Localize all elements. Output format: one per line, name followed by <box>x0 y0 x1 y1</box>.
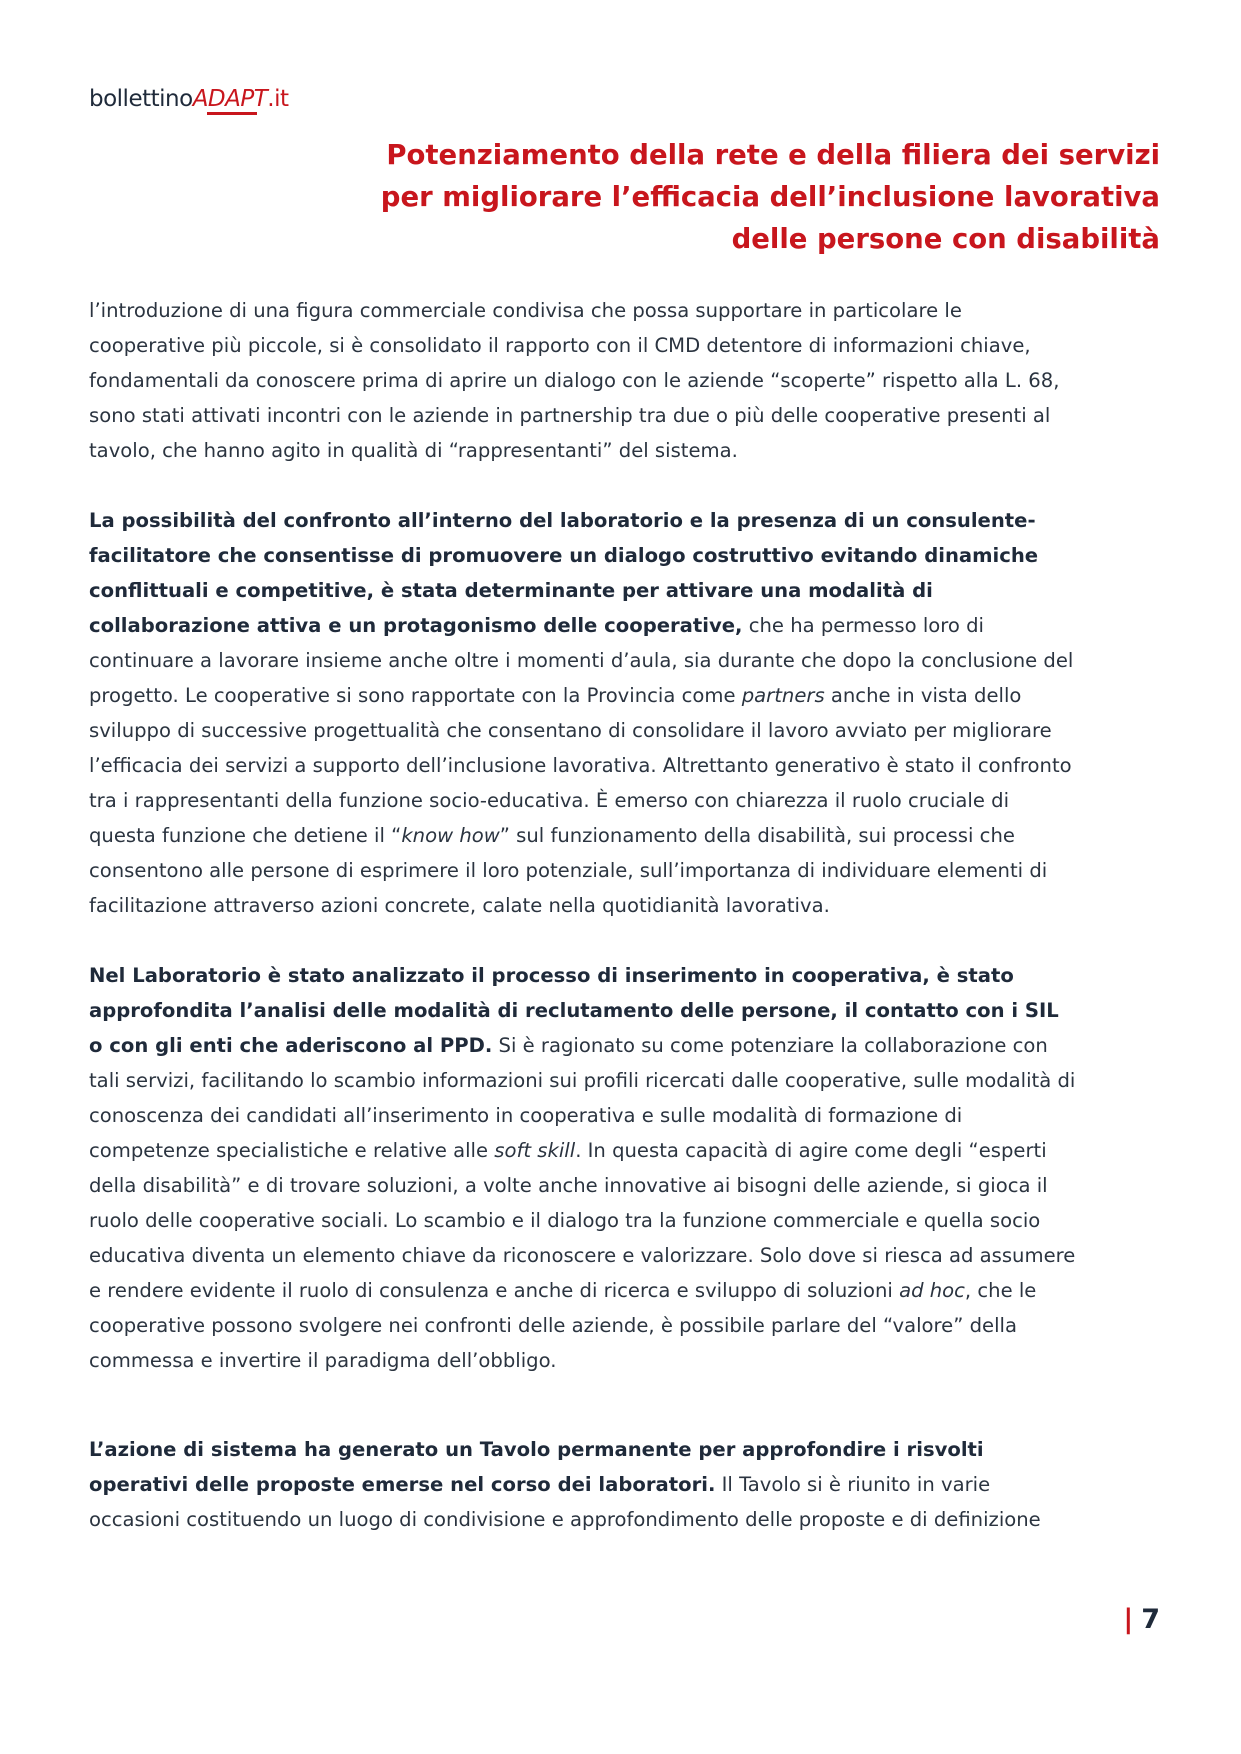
bold-text: o con gli enti che aderiscono al PPD. <box>89 1034 493 1057</box>
page-number <box>1123 1604 1160 1635</box>
text-line <box>89 888 1160 923</box>
text-line <box>89 573 1160 608</box>
bold-text: conflittuali e competitive, è stata determinante per attivare una modalità di <box>89 579 933 602</box>
text-line <box>89 433 1160 468</box>
title-line: Potenziamento della rete e della filiera dei servizi <box>386 139 1160 171</box>
text-line <box>89 328 1160 363</box>
text-segment: , che le <box>964 1279 1037 1302</box>
text-line <box>89 1098 1160 1133</box>
text-line <box>89 1063 1160 1098</box>
title-line: per migliorare l’efficacia dell’inclusione lavorativa <box>380 181 1160 213</box>
bold-text: operativi delle proposte emerse nel corso dei laboratori. <box>89 1473 716 1496</box>
text-segment: questa funzione che detiene il “ <box>89 824 402 847</box>
title-line: delle persone con disabilità <box>731 223 1160 255</box>
text-segment: sviluppo di successive progettualità che consentano di consolidare il lavoro avviato per migliorare <box>89 719 1052 742</box>
text-line <box>89 608 1160 643</box>
text-segment: e rendere evidente il ruolo di consulenza e anche di ricerca e sviluppo di soluzioni <box>89 1279 900 1302</box>
paragraph <box>89 503 1160 923</box>
text-segment: tali servizi, facilitando lo scambio informazioni sui profili ricercati dalle cooperative, sulle modalità di <box>89 1069 1076 1092</box>
paragraph <box>89 1432 1160 1537</box>
text-segment: ruolo delle cooperative sociali. Lo scambio e il dialogo tra la funzione commerciale e quella socio <box>89 1209 1041 1232</box>
page-number-value: 7 <box>1141 1604 1160 1635</box>
article-body <box>89 293 1160 1537</box>
text-segment: ” sul funzionamento della disabilità, sui processi che <box>499 824 1015 847</box>
text-segment: tavolo, che hanno agito in qualità di “rappresentanti” del sistema. <box>89 439 738 462</box>
text-line <box>89 1133 1160 1168</box>
text-segment: facilitazione attraverso azioni concrete, calate nella quotidianità lavorativa. <box>89 894 830 917</box>
text-line <box>89 1238 1160 1273</box>
text-segment: l’introduzione di una figura commerciale condivisa che possa supportare in particolare le <box>89 299 962 322</box>
text-line <box>89 1273 1160 1308</box>
paragraph <box>89 958 1160 1378</box>
paragraph <box>89 293 1160 468</box>
text-line <box>89 1308 1160 1343</box>
text-line <box>89 783 1160 818</box>
logo-text-domain: .it <box>267 86 289 112</box>
text-segment: consentono alle persone di esprimere il loro potenziale, sull’importanza di individuare elementi di <box>89 859 1048 882</box>
text-segment: tra i rappresentanti della funzione socio-educativa. È emerso con chiarezza il ruolo cruciale di <box>89 789 1010 812</box>
text-segment: cooperative possono svolgere nei confronti delle aziende, è possibile parlare del “valore” della <box>89 1314 1017 1337</box>
text-line <box>89 1203 1160 1238</box>
text-segment: competenze specialistiche e relative alle <box>89 1139 495 1162</box>
text-line <box>89 1168 1160 1203</box>
bold-text: collaborazione attiva e un protagonismo delle cooperative, <box>89 614 743 637</box>
italic-text: ad hoc <box>899 1279 965 1302</box>
bold-text: Nel Laboratorio è stato analizzato il processo di inserimento in cooperativa, è stato <box>89 964 1014 987</box>
text-line <box>89 853 1160 888</box>
text-segment: fondamentali da conoscere prima di aprire un dialogo con le aziende “scoperte” rispetto alla L. 68, <box>89 369 1060 392</box>
text-segment: sono stati attivati incontri con le aziende in partnership tra due o più delle cooperative presenti al <box>89 404 1051 427</box>
italic-text: know how <box>401 824 500 847</box>
logo-underline <box>207 112 257 115</box>
text-line <box>89 713 1160 748</box>
italic-text: soft skill <box>494 1139 576 1162</box>
text-line <box>89 1432 1160 1467</box>
text-line <box>89 1467 1160 1502</box>
text-line <box>89 363 1160 398</box>
text-segment: anche in vista dello <box>824 684 1022 707</box>
text-line <box>89 1343 1160 1378</box>
italic-text: partners <box>741 684 825 707</box>
text-line <box>89 1028 1160 1063</box>
text-segment: progetto. Le cooperative si sono rapportate con la Provincia come <box>89 684 742 707</box>
text-segment: Si è ragionato su come potenziare la collaborazione con <box>492 1034 1048 1057</box>
page-number-bar: | <box>1123 1604 1134 1635</box>
bold-text: La possibilità del confronto all’interno del laboratorio e la presenza di un consulente- <box>89 509 1036 532</box>
text-segment: l’efficacia dei servizi a supporto dell’inclusione lavorativa. Altrettanto generativo è stato il confronto <box>89 754 1072 777</box>
text-segment: conoscenza dei candidati all’inserimento in cooperativa e sulle modalità di formazione di <box>89 1104 963 1127</box>
text-segment: che ha permesso loro di <box>742 614 984 637</box>
logo-text-bollettino: bollettino <box>89 86 193 112</box>
article-title <box>260 134 1160 260</box>
text-segment: occasioni costituendo un luogo di condivisione e approfondimento delle proposte e di definizione <box>89 1508 1041 1531</box>
text-line <box>89 293 1160 328</box>
text-segment: continuare a lavorare insieme anche oltre i momenti d’aula, sia durante che dopo la conclusione del <box>89 649 1074 672</box>
text-line <box>89 643 1160 678</box>
text-line <box>89 818 1160 853</box>
text-segment: della disabilità” e di trovare soluzioni, a volte anche innovative ai bisogni delle aziende, si gioca il <box>89 1174 1048 1197</box>
text-segment: Il Tavolo si è riunito in varie <box>715 1473 991 1496</box>
bold-text: facilitatore che consentisse di promuovere un dialogo costruttivo evitando dinamiche <box>89 544 1039 567</box>
text-line <box>89 678 1160 713</box>
bold-text: L’azione di sistema ha generato un Tavolo permanente per approfondire i risvolti <box>89 1438 984 1461</box>
text-segment: . In questa capacità di agire come degli “esperti <box>575 1139 1047 1162</box>
bold-text: approfondita l’analisi delle modalità di reclutamento delle persone, il contatto con i SIL <box>89 999 1059 1022</box>
text-line <box>89 958 1160 993</box>
text-line <box>89 1502 1160 1537</box>
text-segment: commessa e invertire il paradigma dell’obbligo. <box>89 1349 557 1372</box>
text-line <box>89 538 1160 573</box>
text-line <box>89 503 1160 538</box>
text-segment: cooperative più piccole, si è consolidato il rapporto con il CMD detentore di informazioni chiave, <box>89 334 1031 357</box>
text-line <box>89 748 1160 783</box>
site-logo <box>89 88 289 115</box>
logo-text-adapt: ADAPT <box>192 86 268 112</box>
text-line <box>89 993 1160 1028</box>
text-segment: educativa diventa un elemento chiave da riconoscere e valorizzare. Solo dove si riesca ad assumere <box>89 1244 1076 1267</box>
text-line <box>89 398 1160 433</box>
